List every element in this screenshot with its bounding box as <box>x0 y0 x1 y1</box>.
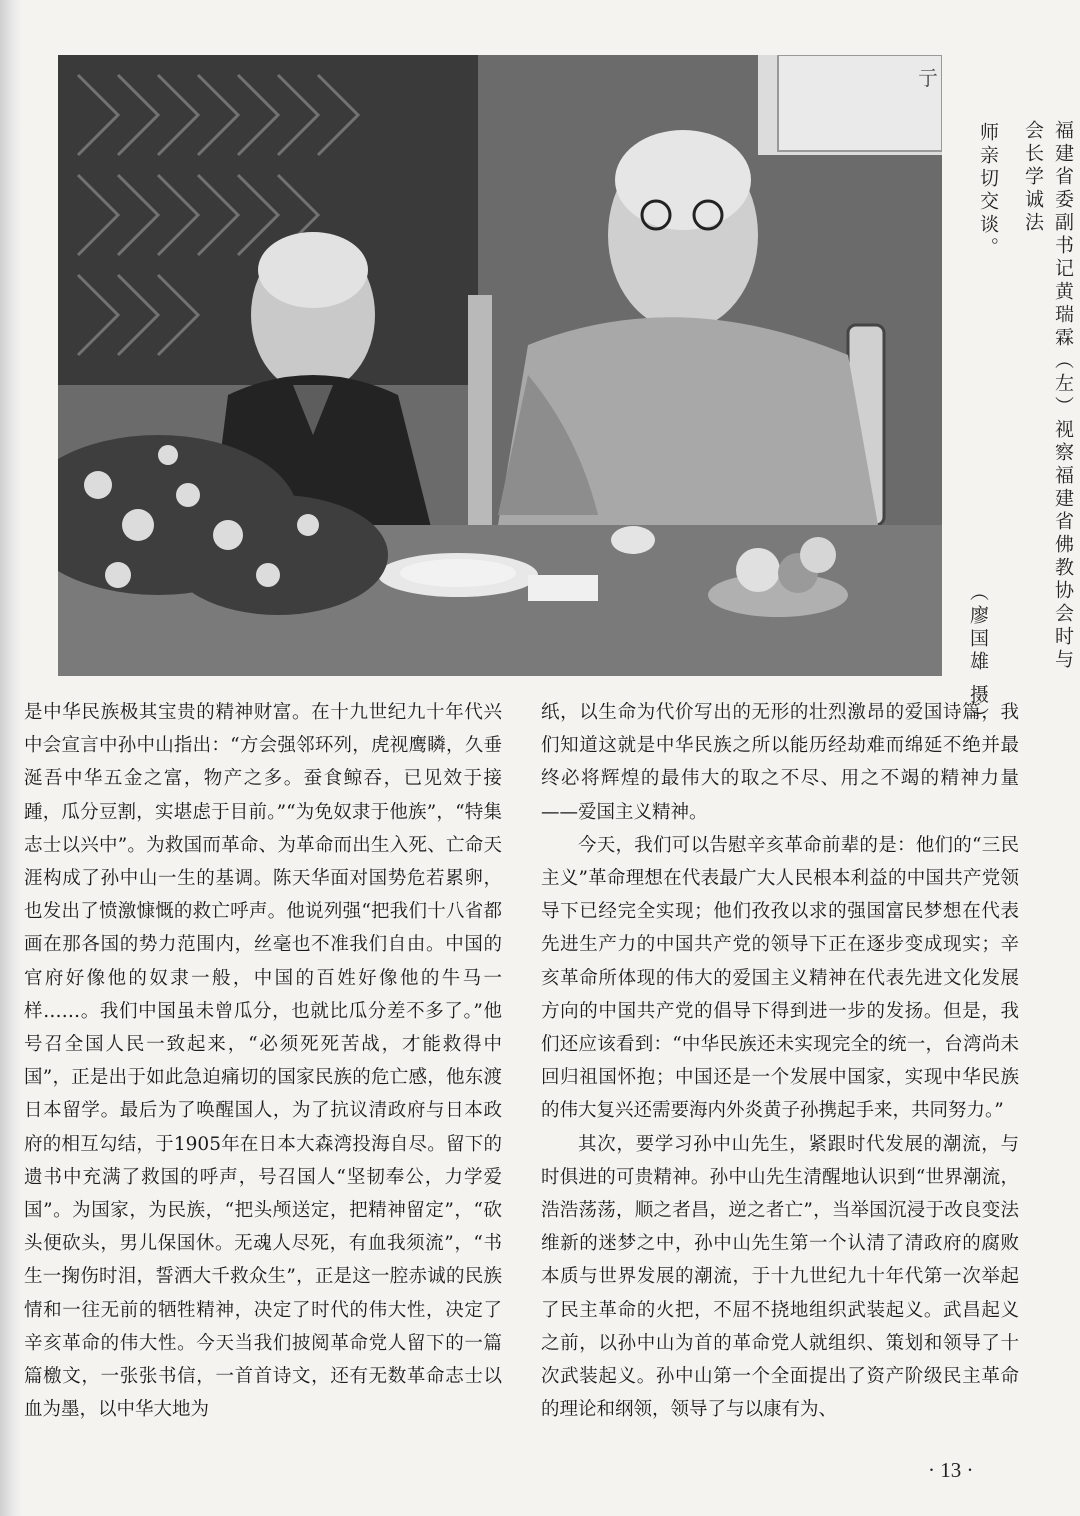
right-paragraph-3: 其次，要学习孙中山先生，紧跟时代发展的潮流，与时俱进的可贵精神。孙中山先生清醒地认识到“世界潮流，浩浩荡荡，顺之者昌，逆之者亡”，当举国沉浸于改良变法维新的迷梦之中，孙中山先生第一个认清了清政府的腐败本质与世界发展的潮流，于十九世纪九十年代第一次举起了民主革命的火把，不屈不挠地组织武装起义。武昌起义之前，以孙中山为首的革命党人就组织、策划和领导了十次武装起义。孙中山第一个全面提出了资产阶级民主革命的理论和纲领，领导了与以康有为、 <box>541 1133 1019 1421</box>
right-column <box>541 696 1019 1426</box>
photo-caption-line1: 福建省委副书记黄瑞霖（左）视察福建省佛教协会时与会长学诚法 <box>1022 120 1074 672</box>
photo-credit: （廖国雄 摄） <box>967 582 989 731</box>
left-column <box>24 696 502 1426</box>
left-paragraph-1: 是中华民族极其宝贵的精神财富。在十九世纪九十年代兴中会宣言中孙中山指出：“方会强邻环列，虎视鹰瞵，久垂涎吾中华五金之富，物产之多。蚕食鲸吞，已见效于接踵，瓜分豆割，实堪虑于目前。”“为免奴隶于他族”，“特集志士以兴中”。为救国而革命、为革命而出生入死、亡命天涯构成了孙中山一生的基调。陈天华面对国势危若累卵，也发出了愤激慷慨的救亡呼声。他说列强“把我们十八省都画在那各国的势力范围内，丝毫也不准我们自由。中国的官府好像他的奴隶一般，中国的百姓好像他的牛马一样……。我们中国虽未曾瓜分，也就比瓜分差不多了。”他号召全国人民一致起来，“必须死死苦战，才能救得中国”，正是出于如此急迫痛切的国家民族的危亡感，他东渡日本留学。最后为了唤醒国人，为了抗议清政府与日本政府的相互勾结，于1905年在日本大森湾投海自尽。留下的遗书中充满了救国的呼声，号召国人“坚韧奉公，力学爱国”。为国家，为民族，“把头颅送定，把精神留定”，“砍头便砍头，男儿保国休。无魂人尽死，有血我须流”，“书生一掬伤时泪，誓洒大千救众生”，正是这一腔赤诚的民族情和一往无前的牺牲精神，决定了时代的伟大性，决定了辛亥革命的伟大性。今天当我们披阅革命党人留下的一篇篇檄文，一张张书信，一首首诗文，还有无数革命志士以血为墨，以中华大地为 <box>24 702 502 1421</box>
news-photo <box>58 55 942 676</box>
photo-caption-line2: 师亲切交谈。 <box>977 122 999 260</box>
page-number: · 13 · <box>928 1458 974 1482</box>
right-paragraph-2: 今天，我们可以告慰辛亥革命前辈的是：他们的“三民主义”革命理想在代表最广大人民根本利益的中国共产党领导下已经完全实现；他们孜孜以求的强国富民梦想在代表先进生产力的中国共产党的领导下正在逐步变成现实；辛亥革命所体现的伟大的爱国主义精神在代表先进文化发展方向的中国共产党的倡导下得到进一步的发扬。但是，我们还应该看到：“中华民族还未实现完全的统一，台湾尚未回归祖国怀抱；中国还是一个发展中国家，实现中华民族的伟大复兴还需要海内外炎黄子孙携起手来，共同努力。” <box>541 834 1019 1122</box>
scan-edge <box>0 0 22 1516</box>
right-paragraph-1: 纸，以生命为代价写出的无形的壮烈激昂的爱国诗篇，我们知道这就是中华民族之所以能历经劫难而绵延不绝并最终必将辉煌的最伟大的取之不尽、用之不竭的精神力量——爱国主义精神。 <box>541 702 1019 823</box>
svg-text:亍: 亍 <box>918 66 938 90</box>
